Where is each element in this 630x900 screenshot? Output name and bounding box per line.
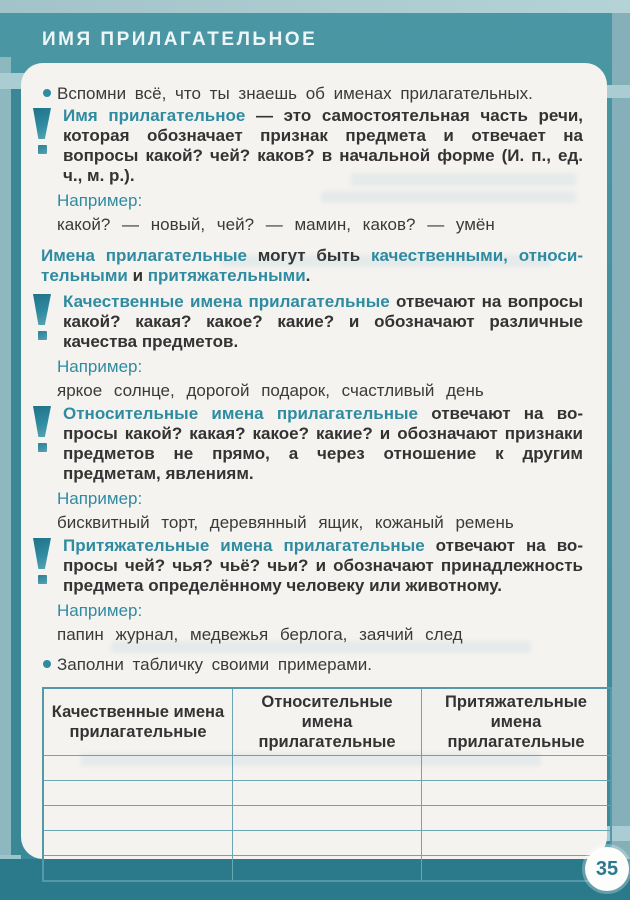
types-qualitative-relative: качественными, относительными xyxy=(41,246,583,285)
table-empty-row xyxy=(43,831,611,856)
practice-table-body xyxy=(43,756,611,882)
frame-stripe-right-accent-top xyxy=(606,85,630,98)
rule-qualitative-term: Качественные имена прилагательные xyxy=(63,292,390,311)
frame-stripe-left-light xyxy=(0,57,11,876)
types-possessive: притяжательными xyxy=(147,266,306,285)
table-empty-cell[interactable] xyxy=(422,856,612,882)
exclamation-icon xyxy=(32,108,52,154)
table-empty-cell[interactable] xyxy=(422,781,612,806)
page-number: 35 xyxy=(595,857,619,880)
task-fill-table xyxy=(41,654,583,675)
table-empty-cell[interactable] xyxy=(422,831,612,856)
table-empty-cell[interactable] xyxy=(43,856,233,882)
page-number-badge xyxy=(585,847,629,891)
rule-definition-term: Имя прилагательное xyxy=(63,106,246,125)
example-label-relative: Например: xyxy=(57,489,143,508)
table-header-relative: Относительные имена прилагательные xyxy=(233,688,422,756)
rule-possessive-text: отвечают на вопросы чей? чья? чьё? чьи? и обозначают принадлежность предмета определённому человеку или животному. xyxy=(63,536,583,595)
table-empty-cell[interactable] xyxy=(43,831,233,856)
rule-definition xyxy=(63,106,583,186)
example-relative: бисквитный торт, деревянный ящик, кожаный ремень xyxy=(57,513,514,532)
exclamation-icon xyxy=(32,538,52,584)
frame-stripe-right xyxy=(612,13,630,859)
rule-relative-term: Относительные имена прилагательные xyxy=(63,404,418,423)
exclamation-icon xyxy=(32,406,52,452)
example-qualitative: яркое солнце, дорогой подарок, счастливый день xyxy=(57,381,484,400)
rule-types xyxy=(41,246,583,286)
bullet-icon xyxy=(43,89,51,97)
types-term: Имена прилагательные xyxy=(41,246,247,265)
table-empty-cell[interactable] xyxy=(233,781,422,806)
table-header-possessive: Притяжательные имена прилагательные xyxy=(422,688,612,756)
table-empty-cell[interactable] xyxy=(43,781,233,806)
example-label-qualitative: Например: xyxy=(57,357,143,376)
example-possessive: папин журнал, медвежья берлога, заячий след xyxy=(57,625,463,644)
table-empty-row xyxy=(43,756,611,781)
rule-definition-text: — это самостоятельная часть речи, которая обозначает признак предмета и отвечает на вопросы какой? чей? каков? в начальной форме (И. п., ед. ч., м. р.). xyxy=(63,106,584,185)
example-label-possessive: Например: xyxy=(57,601,143,620)
table-empty-row xyxy=(43,806,611,831)
task-recall xyxy=(41,83,583,104)
practice-table xyxy=(42,687,612,882)
task-recall-text: Вспомни всё, что ты знаешь об именах прилагательных. xyxy=(57,84,533,103)
table-empty-cell[interactable] xyxy=(422,806,612,831)
page-title: ИМЯ ПРИЛАГАТЕЛЬНОЕ xyxy=(42,29,318,50)
table-empty-cell[interactable] xyxy=(233,806,422,831)
frame-stripe-top xyxy=(0,0,630,13)
task-fill-table-text: Заполни табличку своими примерами. xyxy=(57,655,372,674)
table-empty-cell[interactable] xyxy=(43,806,233,831)
table-header-qualitative: Качественные имена прилагательные xyxy=(43,688,233,756)
types-text: могут быть xyxy=(246,246,371,265)
types-period: . xyxy=(305,266,311,285)
types-conjunction: и xyxy=(127,266,148,285)
table-empty-cell[interactable] xyxy=(233,856,422,882)
rule-relative-text: отвечают на вопросы какой? какая? какое? какие? и обозначают признаки предметов не прямо, а через отношение к другим предметам, явлениям. xyxy=(63,404,584,483)
rule-possessive xyxy=(63,536,583,596)
table-empty-cell[interactable] xyxy=(422,756,612,781)
exclamation-icon xyxy=(32,294,52,340)
table-empty-row xyxy=(43,781,611,806)
rule-possessive-term: Притяжательные имена прилагательные xyxy=(63,536,425,555)
rule-relative xyxy=(63,404,583,484)
rule-qualitative-text: отвечают на вопросы какой? какая? какое? какие? и обозначают различные качества предметов. xyxy=(63,292,584,351)
table-header-row xyxy=(43,688,611,756)
rule-qualitative xyxy=(63,292,583,352)
table-empty-cell[interactable] xyxy=(233,756,422,781)
table-empty-cell[interactable] xyxy=(233,831,422,856)
example-label-definition: Например: xyxy=(57,191,143,210)
worksheet-card xyxy=(21,63,607,859)
example-definition: какой? — новый, чей? — мамин, каков? — умён xyxy=(57,215,495,234)
table-empty-cell[interactable] xyxy=(43,756,233,781)
bullet-icon xyxy=(43,660,51,668)
frame-stripe-left-dark xyxy=(11,88,21,859)
table-empty-row xyxy=(43,856,611,882)
